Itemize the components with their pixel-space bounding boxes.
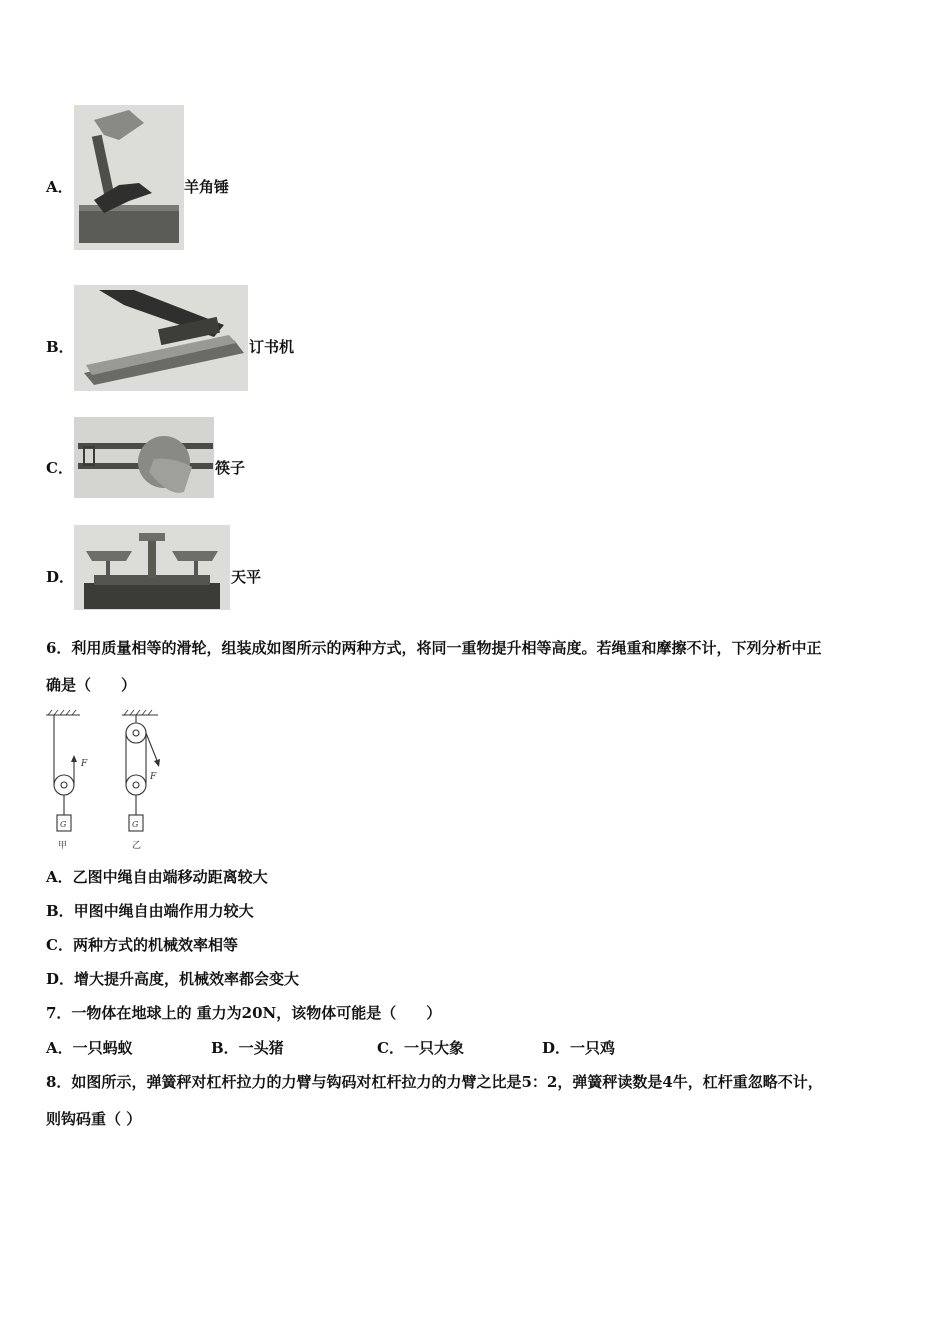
stapler-photo [74, 285, 248, 391]
option-letter: D． [46, 568, 75, 586]
force-label-right: F [150, 772, 157, 782]
question-stem: 8．如图所示，弹簧秤对杠杆拉力的力臂与钩码对杠杆拉力的力臂之比是5：2，弹簧秤读数是4牛，杠杆重忽略不计， [46, 1073, 823, 1091]
q6-option-a: A．乙图中绳自由端移动距离较大 [46, 868, 268, 886]
q7-option-a: A．一只蚂蚁 [46, 1039, 133, 1057]
weight-label-left: G [60, 820, 67, 829]
q6-option-b: B．甲图中绳自由端作用力较大 [46, 902, 254, 920]
pulley-diagram [40, 705, 170, 855]
balance-scale-photo [74, 525, 230, 610]
label-jia: 甲 [58, 841, 68, 851]
pulley-setup-right [122, 710, 158, 831]
label-yi: 乙 [132, 841, 142, 851]
option-letter: A． [46, 178, 73, 196]
q7-option-b: B．一头猪 [211, 1039, 284, 1057]
chopsticks-photo [74, 417, 214, 498]
question-stem: 7．一物体在地球上的 重力为20N，该物体可能是（ ） [46, 1004, 442, 1022]
option-letter: B． [46, 338, 74, 356]
claw-hammer-photo [74, 105, 184, 250]
question-stem: 6．利用质量相等的滑轮，组装成如图所示的两种方式，将同一重物提升相等高度。若绳重和摩擦不计，下列分析中正 [46, 639, 822, 657]
force-label-left: F [81, 759, 88, 769]
option-caption: 筷子 [215, 459, 246, 477]
pulley-setup-left [46, 710, 80, 831]
option-caption: 羊角锤 [184, 178, 230, 196]
question-stem-continued: 则钩码重（ ） [46, 1110, 142, 1128]
option-caption: 天平 [231, 568, 262, 586]
q7-option-c: C．一只大象 [377, 1039, 464, 1057]
q7-option-d: D．一只鸡 [542, 1039, 616, 1057]
q6-option-d: D．增大提升高度，机械效率都会变大 [46, 970, 300, 988]
weight-label-right: G [132, 820, 139, 829]
question-stem-continued: 确是（ ） [46, 676, 137, 694]
q6-option-c: C．两种方式的机械效率相等 [46, 936, 238, 954]
option-letter: C． [46, 459, 73, 477]
option-caption: 订书机 [249, 338, 295, 356]
